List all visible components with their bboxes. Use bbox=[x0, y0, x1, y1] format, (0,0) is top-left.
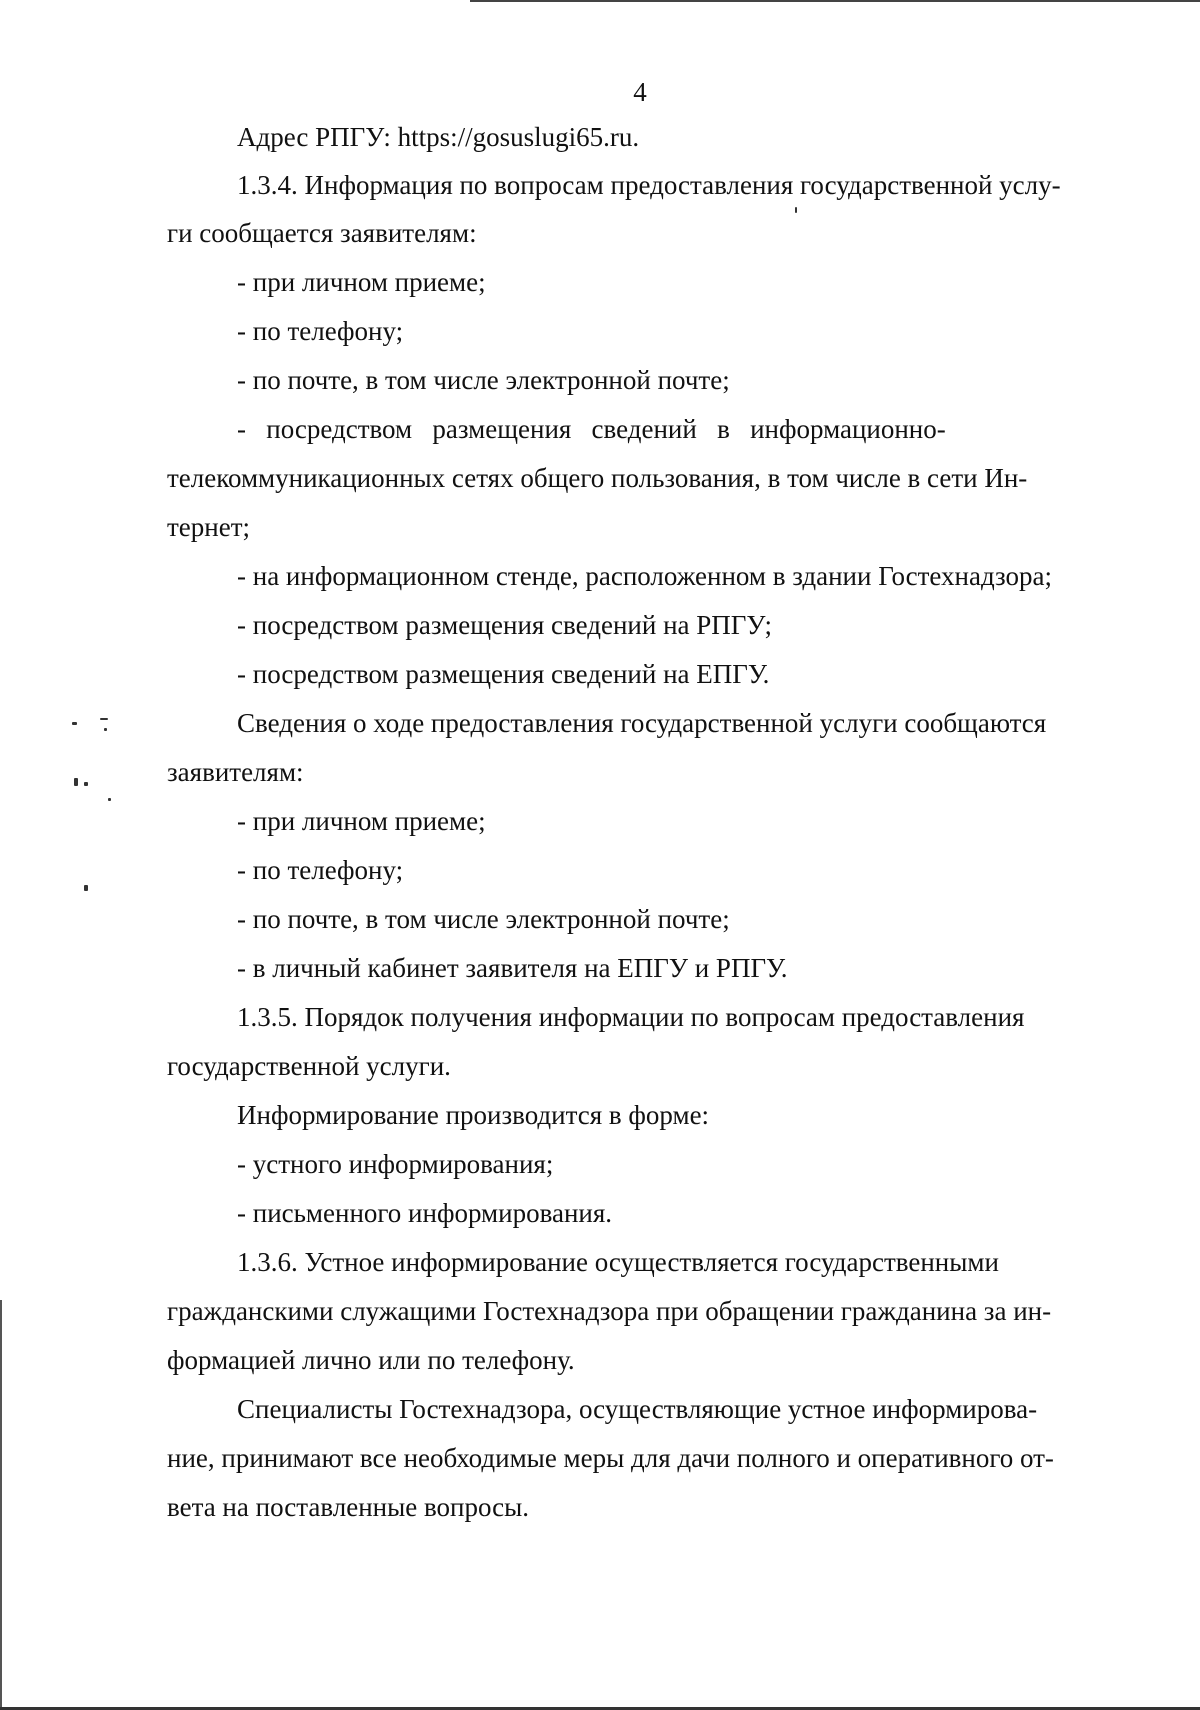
scan-edge-left bbox=[0, 1300, 2, 1710]
scan-speck bbox=[108, 798, 111, 801]
text-line: 1.3.5. Порядок получения информации по вопросам предоставления bbox=[237, 1002, 1025, 1032]
text-line: - посредством размещения сведений на ЕПГУ. bbox=[237, 659, 770, 689]
text-line: - при личном приеме; bbox=[237, 267, 486, 297]
text-line: - посредством размещения сведений на РПГУ; bbox=[237, 610, 772, 640]
scan-speck bbox=[100, 718, 108, 720]
text-line: - посредством размещения сведений в информационно- bbox=[237, 414, 946, 444]
text-line: - по почте, в том числе электронной почте; bbox=[237, 904, 730, 934]
text-line: Информирование производится в форме: bbox=[237, 1100, 710, 1130]
scan-speck bbox=[104, 728, 107, 731]
text-line: ги сообщается заявителям: bbox=[167, 218, 477, 248]
page-number: 4 bbox=[633, 77, 647, 107]
scan-speck bbox=[84, 782, 88, 786]
text-line: заявителям: bbox=[167, 757, 304, 787]
text-line: телекоммуникационных сетях общего пользования, в том числе в сети Ин- bbox=[167, 463, 1028, 493]
text-line: - письменного информирования. bbox=[237, 1198, 613, 1228]
text-line: - при личном приеме; bbox=[237, 806, 486, 836]
text-line: Сведения о ходе предоставления государственной услуги сообщаются bbox=[237, 708, 1047, 738]
scan-speck bbox=[84, 885, 88, 891]
scan-speck bbox=[74, 778, 78, 786]
text-line: - в личный кабинет заявителя на ЕПГУ и РПГУ. bbox=[237, 953, 788, 983]
scan-speck bbox=[72, 722, 77, 725]
text-line: - по почте, в том числе электронной почте; bbox=[237, 365, 730, 395]
text-line: государственной услуги. bbox=[167, 1051, 451, 1081]
scan-edge-top bbox=[470, 0, 1200, 2]
scan-speck bbox=[795, 207, 797, 213]
text-line: 1.3.6. Устное информирование осуществляется государственными bbox=[237, 1247, 999, 1277]
text-line: Адрес РПГУ: https://gosuslugi65.ru. bbox=[237, 122, 640, 152]
text-line: - на информационном стенде, расположенном в здании Гостехнадзора; bbox=[237, 561, 1053, 591]
text-line: Специалисты Гостехнадзора, осуществляющие устное информирова- bbox=[237, 1394, 1038, 1424]
text-line: - по телефону; bbox=[237, 316, 404, 346]
text-line: 1.3.4. Информация по вопросам предоставления государственной услу- bbox=[237, 170, 1061, 200]
text-line: вета на поставленные вопросы. bbox=[167, 1492, 530, 1522]
text-line: ние, принимают все необходимые меры для дачи полного и оперативного от- bbox=[167, 1443, 1054, 1473]
text-line: формацией лично или по телефону. bbox=[167, 1345, 575, 1375]
text-line: тернет; bbox=[167, 512, 251, 542]
text-line: - устного информирования; bbox=[237, 1149, 554, 1179]
text-line: - по телефону; bbox=[237, 855, 404, 885]
text-line: гражданскими служащими Гостехнадзора при обращении гражданина за ин- bbox=[167, 1296, 1052, 1326]
